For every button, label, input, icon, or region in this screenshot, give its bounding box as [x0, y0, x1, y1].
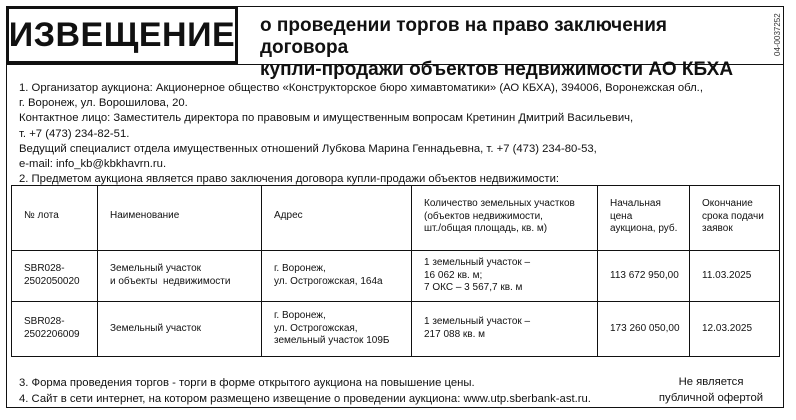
- cell-quantity: 1 земельный участок – 16 062 кв. м; 7 ОКС – 3 567,7 кв. м: [412, 251, 598, 302]
- not-public-offer-note: Не является публичной офертой: [658, 376, 764, 404]
- auction-terms: [19, 376, 639, 407]
- cell-deadline: 11.03.2025: [690, 251, 780, 302]
- intro-line: 2. Предметом аукциона является право заключения договора купли-продажи объектов недвижимости:: [19, 173, 560, 186]
- terms-line: 3. Форма проведения торгов - торги в форме открытого аукциона на повышение цены.: [19, 377, 475, 389]
- cell-address: г. Воронеж, ул. Острогожская, земельный участок 109Б: [262, 302, 412, 357]
- header-price: Начальная цена аукциона, руб.: [598, 186, 690, 251]
- table-row: [12, 251, 780, 302]
- cell-quantity: 1 земельный участок – 217 088 кв. м: [412, 302, 598, 357]
- lots-table: [11, 185, 780, 357]
- header-lot: № лота: [12, 186, 98, 251]
- intro-email: e-mail: info_kb@kbkhavrn.ru.: [19, 158, 167, 171]
- cell-price: 113 672 950,00: [598, 251, 690, 302]
- header-deadline: Окончание срока подачи заявок: [690, 186, 780, 251]
- document-code: 04-0037252: [773, 13, 782, 57]
- title-box: [6, 6, 238, 64]
- intro-line: 1. Организатор аукциона: Акционерное общество «Конструкторское бюро химавтоматики» (АО КБХА), 394006, Воронежская обл.,: [19, 82, 703, 94]
- cell-name: Земельный участок и объекты недвижимости: [98, 251, 262, 302]
- cell-address: г. Воронеж, ул. Острогожская, 164а: [262, 251, 412, 302]
- header-name: Наименование: [98, 186, 262, 251]
- table-header-row: [12, 186, 780, 251]
- cell-lot: SBR028- 2502050020: [12, 251, 98, 302]
- table-row: [12, 302, 780, 357]
- subtitle-line-2: купли-продажи объектов недвижимости АО КБХА: [260, 59, 734, 80]
- cell-lot: SBR028- 2502206009: [12, 302, 98, 357]
- cell-name: Земельный участок: [98, 302, 262, 357]
- subtitle-line-1: о проведении торгов на право заключения договора: [260, 15, 668, 58]
- header-divider: [6, 64, 784, 65]
- organizer-info: [19, 81, 779, 187]
- page-title: ИЗВЕЩЕНИЕ: [8, 15, 236, 54]
- header-address: Адрес: [262, 186, 412, 251]
- intro-line: т. +7 (473) 234-82-51.: [19, 127, 130, 140]
- intro-line: Ведущий специалист отдела имущественных отношений Лубкова Марина Геннадьевна, т. +7 (473) 234-80-53,: [19, 142, 597, 155]
- terms-line: 4. Сайт в сети интернет, на котором размещено извещение о проведении аукциона: www.utp.sberbank-ast.ru.: [19, 392, 591, 405]
- cell-deadline: 12.03.2025: [690, 302, 780, 357]
- intro-line: Контактное лицо: Заместитель директора по правовым и имущественным вопросам Кретинин Дмитрий Васильевич,: [19, 112, 634, 125]
- notice-header: [6, 6, 784, 80]
- intro-line: г. Воронеж, ул. Ворошилова, 20.: [19, 97, 188, 110]
- header-quantity: Количество земельных участков (объектов недвижимости, шт./общая площадь, кв. м): [412, 186, 598, 251]
- page-subtitle: [260, 15, 760, 81]
- cell-price: 173 260 050,00: [598, 302, 690, 357]
